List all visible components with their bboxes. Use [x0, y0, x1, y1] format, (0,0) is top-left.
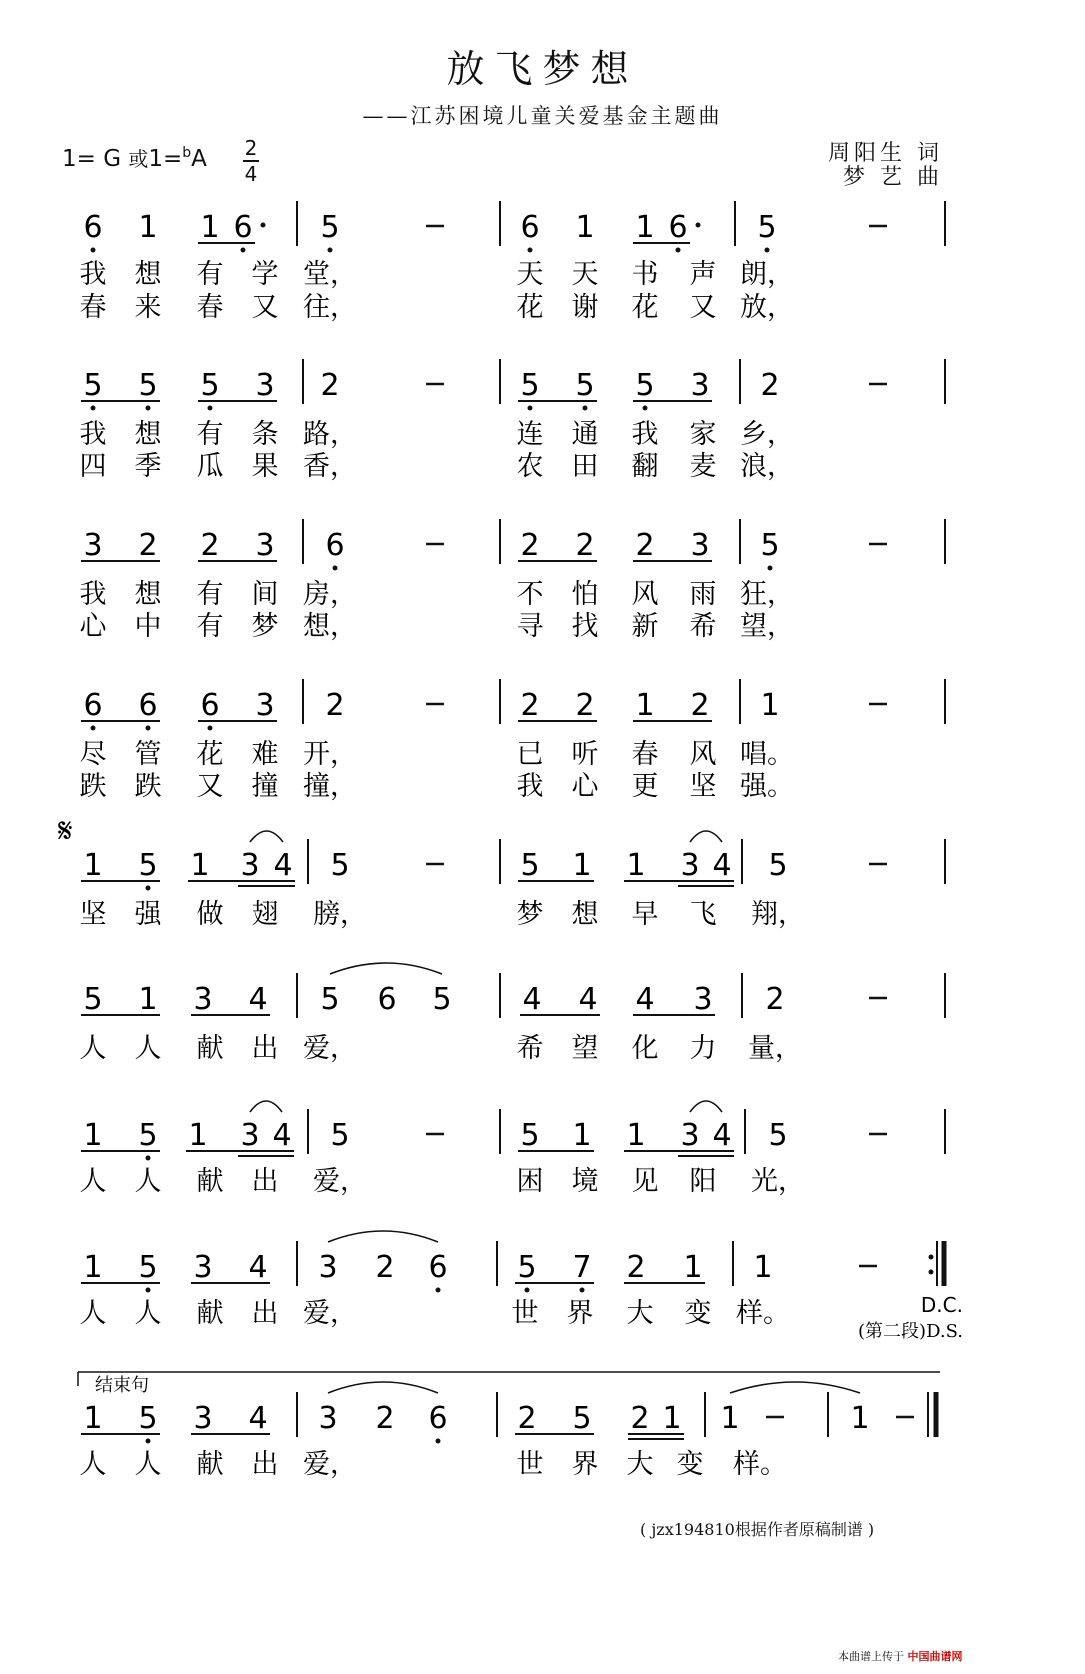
lyric-char: 人	[79, 1449, 107, 1480]
augmentation-dot	[696, 223, 701, 228]
low-octave-dot	[643, 406, 648, 411]
lyric-char: 尽	[79, 739, 107, 770]
note: 1	[626, 1118, 646, 1153]
note: 6	[428, 1401, 448, 1436]
augmentation-dot	[261, 223, 266, 228]
lyric-char: 农	[516, 451, 544, 482]
lyric-char: 阳	[689, 1166, 717, 1197]
lyric-char: 香，	[303, 451, 357, 482]
lyric-char: 来	[134, 292, 162, 323]
lyric-char: 望，	[740, 611, 794, 642]
note: 4	[712, 1118, 732, 1153]
lyric-char: 已	[516, 739, 544, 770]
lyric-char: 心	[571, 771, 599, 802]
lyric-char: 连	[516, 419, 544, 450]
page-subtitle: ——江苏困境儿童关爱基金主题曲	[362, 104, 723, 128]
lyric-char: 怕	[571, 579, 599, 610]
lyric-char: 堂，	[303, 259, 357, 290]
note: 1	[760, 688, 780, 723]
lyric-char: 强	[134, 899, 162, 930]
note: 5	[330, 1118, 350, 1153]
lyric-char: 梦	[251, 611, 279, 642]
note: 4	[522, 982, 542, 1017]
lyric-char: 变	[684, 1298, 712, 1329]
lyric-char: 光，	[751, 1166, 805, 1197]
lyric-char: 翅	[251, 899, 279, 930]
lyric-char: 寻	[516, 611, 544, 642]
lyric-char: 朗，	[740, 259, 794, 290]
note: 1	[83, 1118, 103, 1153]
lyric-char: 我	[79, 579, 107, 610]
lyric-char: 我	[79, 419, 107, 450]
lyric-char: 我	[516, 771, 544, 802]
lyric-char: 跌	[79, 771, 107, 802]
ds-label: (第二段)D.S.	[858, 1321, 963, 1342]
low-octave-dot	[436, 1439, 441, 1444]
low-octave-dot	[208, 406, 213, 411]
lyric-char: 人	[79, 1166, 107, 1197]
note: 3	[255, 528, 275, 563]
lyric-char: 条	[251, 419, 279, 450]
note: 1	[662, 1401, 682, 1436]
lyric-char: 中	[134, 611, 162, 642]
low-octave-dot	[528, 248, 533, 253]
note: 3	[83, 528, 103, 563]
lyric-char: 量，	[748, 1033, 802, 1064]
slur	[330, 963, 442, 974]
note: 1	[850, 1401, 870, 1436]
lyric-char: 界	[571, 1449, 599, 1480]
lyric-char: 果	[251, 451, 279, 482]
note: 3	[240, 1118, 260, 1153]
lyric-char: 谢	[571, 292, 599, 323]
lyric-char: 爱，	[313, 1166, 367, 1197]
lyric-char: 人	[134, 1298, 162, 1329]
lyric-char: 开，	[303, 739, 357, 770]
lyricist-credit: 周阳生 词	[828, 141, 943, 166]
lyric-char: 不	[516, 579, 544, 610]
note: 2	[375, 1401, 395, 1436]
note: 2	[630, 1401, 650, 1436]
lyric-char: 风	[689, 739, 717, 770]
lyric-char: 境	[571, 1166, 599, 1197]
note: 5	[138, 1401, 158, 1436]
low-octave-dot	[91, 406, 96, 411]
note: 5	[635, 368, 655, 403]
page-title: 放飞梦想	[446, 47, 639, 91]
lyric-char: 翔，	[751, 899, 805, 930]
lyric-char: 浪，	[740, 451, 794, 482]
time-signature: 2 4	[244, 136, 258, 186]
note: 2	[375, 1250, 395, 1285]
note: 6	[325, 528, 345, 563]
lyric-char: 往，	[303, 292, 357, 323]
lyric-char: 飞	[689, 899, 717, 930]
lyric-char: 季	[134, 451, 162, 482]
lyric-char: 大	[626, 1449, 654, 1480]
note: 5	[432, 982, 452, 1017]
note: 3	[240, 848, 260, 883]
lyric-char: 见	[631, 1166, 659, 1197]
slur	[690, 1101, 722, 1112]
lyric-char: 力	[689, 1033, 717, 1064]
lyric-char: 梦	[516, 899, 544, 930]
note: 3	[693, 982, 713, 1017]
lyric-char: 有	[196, 259, 224, 290]
lyric-char: 望	[571, 1033, 599, 1064]
lyric-char: 瓜	[196, 451, 224, 482]
lyric-char: 翻	[631, 451, 659, 482]
note: 2	[517, 1401, 537, 1436]
repeat-dot	[929, 1270, 934, 1275]
low-octave-dot	[525, 1288, 530, 1293]
note: 4	[248, 982, 268, 1017]
note: 3	[255, 688, 275, 723]
note: 5	[517, 1250, 537, 1285]
lyric-char: 又	[689, 292, 717, 323]
note: 6	[138, 688, 158, 723]
note: 2	[626, 1250, 646, 1285]
note: 3	[318, 1250, 338, 1285]
note: 5	[83, 368, 103, 403]
note: 2	[760, 368, 780, 403]
note: 1	[188, 1118, 208, 1153]
low-octave-dot	[208, 726, 213, 731]
lyric-char: 乡，	[740, 419, 794, 450]
note: 1	[575, 210, 595, 245]
note: 1	[720, 1401, 740, 1436]
lyric-char: 路，	[303, 419, 357, 450]
note: 1	[626, 848, 646, 883]
lyric-char: 出	[251, 1166, 279, 1197]
lyric-char: 田	[571, 451, 599, 482]
key-signature: 1= G 或1=$^b$A	[62, 145, 207, 172]
note: 3	[193, 1250, 213, 1285]
lyric-char: 又	[251, 292, 279, 323]
lyric-char: 坚	[689, 771, 717, 802]
note: 2	[320, 368, 340, 403]
lyric-char: 样。	[736, 1298, 790, 1329]
note: 6	[377, 982, 397, 1017]
lyric-char: 风	[631, 579, 659, 610]
note: 5	[760, 528, 780, 563]
note: 2	[765, 982, 785, 1017]
slur	[328, 1231, 438, 1242]
lyric-char: 想	[134, 259, 162, 290]
composer-credit: 梦 艺 曲	[843, 165, 943, 190]
low-octave-dot	[333, 566, 338, 571]
lyric-char: 唱。	[740, 739, 794, 770]
lyric-char: 又	[196, 771, 224, 802]
note: 1	[572, 1118, 592, 1153]
lyric-char: 撞，	[303, 771, 357, 802]
note: 7	[572, 1250, 592, 1285]
lyric-char: 房，	[303, 579, 357, 610]
lyric-char: 天	[571, 259, 599, 290]
note: 6	[233, 210, 253, 245]
low-octave-dot	[91, 248, 96, 253]
lyric-char: 强。	[740, 771, 794, 802]
lyric-char: 心	[79, 611, 107, 642]
lyric-char: 希	[516, 1033, 544, 1064]
slur	[328, 1382, 438, 1393]
slur	[730, 1382, 860, 1393]
note: 5	[575, 368, 595, 403]
note: 1	[83, 848, 103, 883]
lyric-char: 人	[79, 1033, 107, 1064]
lyric-char: 人	[134, 1166, 162, 1197]
lyric-char: 四	[79, 451, 107, 482]
transcriber-note: ( jzx194810根据作者原稿制谱 )	[640, 1520, 875, 1539]
dc-label: D.C.	[920, 1293, 963, 1317]
lyric-char: 狂，	[740, 579, 794, 610]
segno-sign: 𝄋	[58, 811, 73, 851]
lyric-char: 早	[631, 899, 659, 930]
lyric-char: 希	[689, 611, 717, 642]
lyric-char: 想	[134, 419, 162, 450]
slur	[250, 831, 283, 842]
note: 6	[200, 688, 220, 723]
note: 4	[635, 982, 655, 1017]
lyric-char: 更	[631, 771, 659, 802]
note: 5	[200, 368, 220, 403]
low-octave-dot	[146, 886, 151, 891]
note: 5	[138, 368, 158, 403]
note: 2	[635, 528, 655, 563]
lyric-char: 花	[631, 292, 659, 323]
note: 5	[768, 1118, 788, 1153]
low-octave-dot	[146, 726, 151, 731]
low-octave-dot	[436, 1288, 441, 1293]
low-octave-dot	[146, 1439, 151, 1444]
note: 1	[83, 1250, 103, 1285]
note: 5	[138, 1250, 158, 1285]
note: 5	[138, 1118, 158, 1153]
lyric-char: 爱，	[303, 1449, 357, 1480]
lyric-char: 大	[626, 1298, 654, 1329]
lyric-char: 找	[571, 611, 599, 642]
note: 2	[575, 528, 595, 563]
note: 4	[272, 1118, 292, 1153]
low-octave-dot	[580, 1288, 585, 1293]
lyric-char: 春	[631, 739, 659, 770]
note: 3	[690, 528, 710, 563]
note: 1	[138, 982, 158, 1017]
note: 1	[753, 1250, 773, 1285]
lyric-char: 想	[134, 579, 162, 610]
note: 5	[330, 848, 350, 883]
lyric-char: 出	[251, 1298, 279, 1329]
lyric-char: 化	[631, 1033, 659, 1064]
note: 5	[520, 848, 540, 883]
low-octave-dot	[241, 248, 246, 253]
lyric-char: 献	[196, 1033, 224, 1064]
lyric-char: 出	[251, 1033, 279, 1064]
lyric-char: 学	[251, 259, 279, 290]
lyric-char: 难	[251, 739, 279, 770]
note: 3	[318, 1401, 338, 1436]
lyric-char: 爱，	[303, 1298, 357, 1329]
note: 4	[578, 982, 598, 1017]
note: 1	[83, 1401, 103, 1436]
note: 3	[680, 848, 700, 883]
note: 2	[138, 528, 158, 563]
lyric-char: 有	[196, 579, 224, 610]
lyric-char: 做	[196, 899, 224, 930]
note: 5	[320, 982, 340, 1017]
note: 6	[428, 1250, 448, 1285]
lyric-char: 出	[251, 1449, 279, 1480]
lyric-char: 天	[516, 259, 544, 290]
slur	[690, 831, 722, 842]
lyric-char: 声	[689, 259, 717, 290]
lyric-char: 我	[631, 419, 659, 450]
low-octave-dot	[146, 1156, 151, 1161]
lyric-char: 人	[134, 1033, 162, 1064]
note: 3	[193, 982, 213, 1017]
lyric-char: 管	[134, 739, 162, 770]
low-octave-dot	[528, 406, 533, 411]
note: 5	[520, 1118, 540, 1153]
lyric-char: 听	[571, 739, 599, 770]
lyric-char: 跌	[134, 771, 162, 802]
lyric-char: 有	[196, 611, 224, 642]
note: 5	[572, 1401, 592, 1436]
slur	[250, 1101, 282, 1112]
lyric-char: 撞	[251, 771, 279, 802]
low-octave-dot	[765, 248, 770, 253]
note: 2	[575, 688, 595, 723]
note: 4	[248, 1250, 268, 1285]
note: 5	[757, 210, 777, 245]
lyric-char: 界	[566, 1298, 594, 1329]
section-label: 结束句	[95, 1375, 149, 1396]
lyric-char: 春	[196, 292, 224, 323]
lyric-char: 通	[571, 419, 599, 450]
note: 1	[683, 1250, 703, 1285]
lyric-char: 样。	[733, 1449, 787, 1480]
lyric-char: 膀，	[313, 899, 367, 930]
lyric-char: 困	[516, 1166, 544, 1197]
lyric-char: 人	[79, 1298, 107, 1329]
note: 4	[712, 848, 732, 883]
note: 2	[200, 528, 220, 563]
lyric-char: 献	[196, 1449, 224, 1480]
lyric-char: 新	[631, 611, 659, 642]
note: 2	[690, 688, 710, 723]
note: 1	[635, 688, 655, 723]
lyric-char: 春	[79, 292, 107, 323]
lyric-char: 人	[134, 1449, 162, 1480]
note: 1	[572, 848, 592, 883]
low-octave-dot	[583, 406, 588, 411]
note: 5	[520, 368, 540, 403]
note: 6	[83, 210, 103, 245]
note: 1	[190, 848, 210, 883]
lyric-char: 书	[631, 259, 659, 290]
lyric-char: 花	[196, 739, 224, 770]
lyric-char: 间	[251, 579, 279, 610]
lyric-char: 献	[196, 1298, 224, 1329]
lyric-char: 我	[79, 259, 107, 290]
note: 1	[635, 210, 655, 245]
lyric-char: 家	[689, 419, 717, 450]
lyric-char: 变	[676, 1449, 704, 1480]
lyric-char: 想，	[303, 611, 357, 642]
note: 5	[320, 210, 340, 245]
lyric-char: 花	[516, 292, 544, 323]
note: 3	[193, 1401, 213, 1436]
note: 2	[520, 688, 540, 723]
note: 4	[273, 848, 293, 883]
note: 5	[83, 982, 103, 1017]
lyric-char: 想	[571, 899, 599, 930]
note: 6	[83, 688, 103, 723]
lyric-char: 麦	[689, 451, 717, 482]
note: 3	[255, 368, 275, 403]
lyric-char: 爱，	[303, 1033, 357, 1064]
note: 1	[138, 210, 158, 245]
note: 4	[248, 1401, 268, 1436]
low-octave-dot	[328, 248, 333, 253]
lyric-char: 放，	[740, 292, 794, 323]
note: 2	[520, 528, 540, 563]
note: 6	[520, 210, 540, 245]
lyric-char: 世	[511, 1298, 539, 1329]
low-octave-dot	[768, 566, 773, 571]
note: 3	[680, 1118, 700, 1153]
low-octave-dot	[146, 406, 151, 411]
low-octave-dot	[676, 248, 681, 253]
lyric-char: 有	[196, 419, 224, 450]
note: 5	[138, 848, 158, 883]
note: 2	[325, 688, 345, 723]
note: 6	[668, 210, 688, 245]
note: 5	[768, 848, 788, 883]
lyric-char: 世	[516, 1449, 544, 1480]
lyric-char: 坚	[79, 899, 107, 930]
lyric-char: 雨	[689, 579, 717, 610]
upload-note: 本曲谱上传于 中国曲谱网	[838, 1650, 963, 1663]
note: 1	[200, 210, 220, 245]
low-octave-dot	[146, 1288, 151, 1293]
lyric-char: 献	[196, 1166, 224, 1197]
repeat-dot	[929, 1255, 934, 1260]
note: 3	[690, 368, 710, 403]
low-octave-dot	[91, 726, 96, 731]
